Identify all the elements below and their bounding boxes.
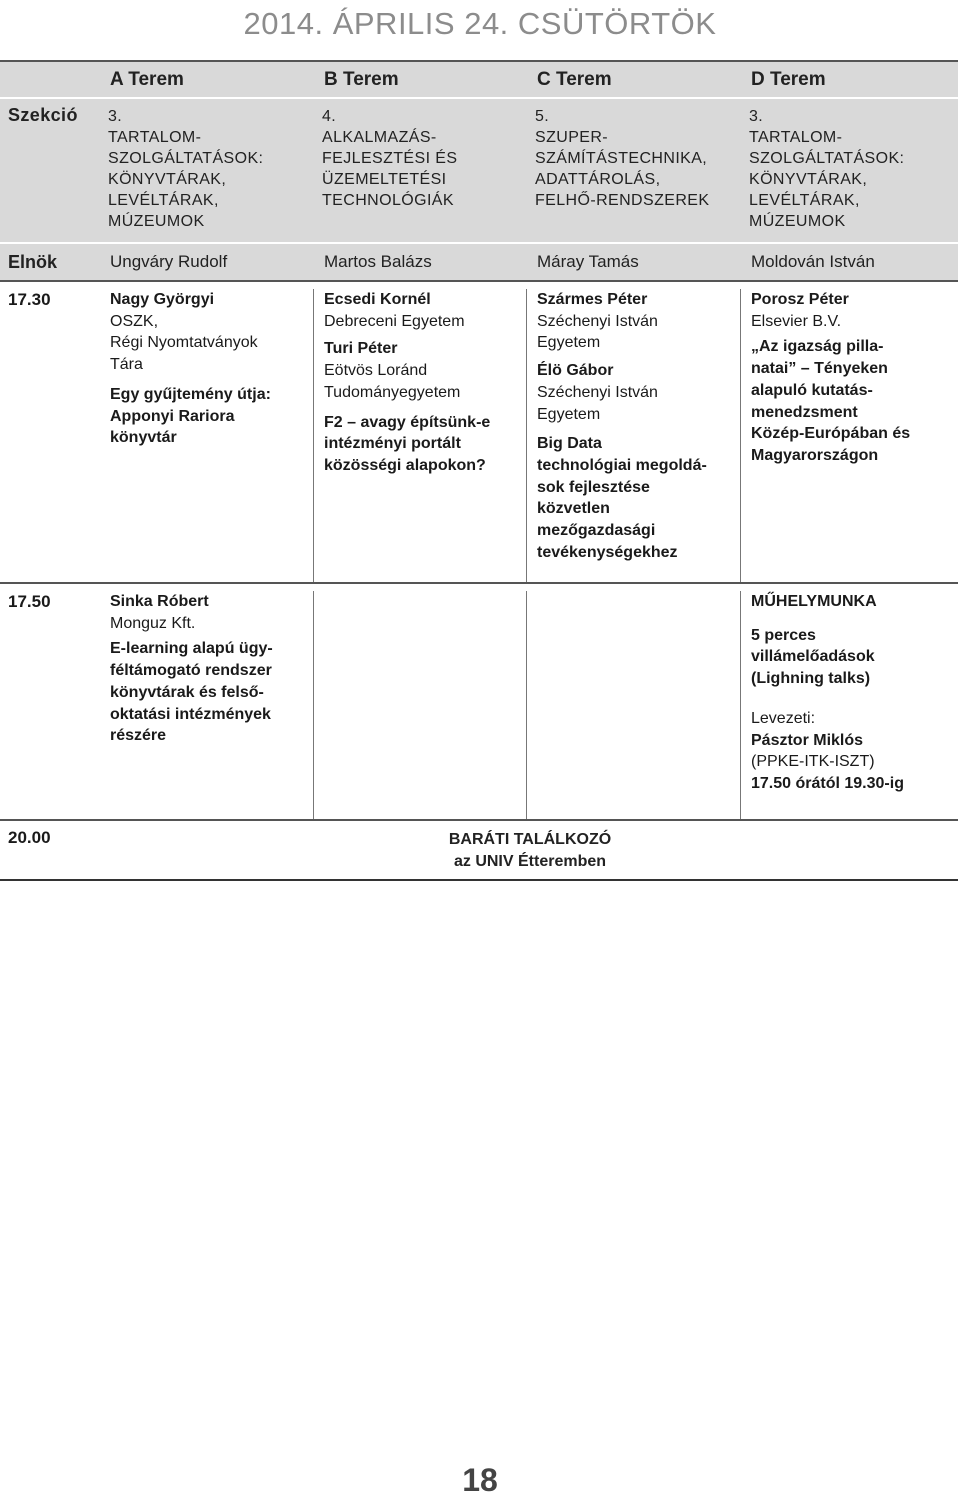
- slot-1750-c-empty: [527, 591, 741, 819]
- slot-1730-a: [100, 289, 314, 582]
- section-a-line: LEVÉLTÁRAK,: [108, 192, 219, 209]
- talk-title-line: féltámogató rendszer: [110, 662, 272, 680]
- talk-title-line: közvetlen: [537, 500, 610, 518]
- talk-title-line: villámelőadások: [751, 648, 875, 666]
- section-c-line: SZUPER-: [535, 129, 609, 146]
- chair-c: Máray Tamás: [537, 252, 639, 271]
- talk-title-line: Közép-Európában és: [751, 425, 911, 443]
- slot-1750-b-empty: [314, 591, 527, 819]
- section-c: [527, 99, 741, 242]
- affiliation-line: Elsevier B.V.: [751, 312, 842, 330]
- section-a-line: 3.: [108, 108, 123, 125]
- affiliation-line: Tára: [110, 356, 143, 374]
- section-d-line: SZOLGÁLTATÁSOK:: [749, 150, 905, 167]
- section-a-line: KÖNYVTÁRAK,: [108, 171, 227, 188]
- slot-1750-row: [0, 584, 958, 821]
- section-d-line: LEVÉLTÁRAK,: [749, 192, 860, 209]
- slot-1730-row: [0, 282, 958, 584]
- talk-title-line: natai” – Tényeken: [751, 360, 888, 378]
- section-b: [314, 99, 527, 242]
- social-event-line: BARÁTI TALÁLKOZÓ: [448, 831, 612, 848]
- chair-a: Ungváry Rudolf: [110, 252, 228, 271]
- section-label: Szekció: [8, 105, 78, 125]
- room-c-header: C Terem: [537, 68, 612, 90]
- speaker-name: Nagy Györgyi: [110, 291, 215, 308]
- schedule-table: [0, 60, 958, 881]
- affiliation-line: Eötvös Loránd: [324, 362, 428, 380]
- talk-title-line: Apponyi Rariora: [110, 407, 235, 425]
- talk-title-line: tevékenységekhez: [537, 543, 678, 561]
- section-c-line: FELHŐ-RENDSZEREK: [535, 192, 710, 209]
- social-event: [400, 829, 660, 873]
- talk-title-line: könyvtár: [110, 429, 177, 447]
- workshop-title: MŰHELYMUNKA: [751, 593, 877, 610]
- slot-time: 17.50: [8, 592, 51, 611]
- speaker-name: Élö Gábor: [537, 362, 614, 380]
- slot-1730-d: [741, 289, 958, 582]
- section-c-line: ADATTÁROLÁS,: [535, 171, 661, 188]
- talk-title-line: 5 perces: [751, 626, 816, 644]
- affiliation-line: Egyetem: [537, 334, 601, 352]
- affiliation-line: Tudományegyetem: [324, 383, 461, 401]
- affiliation-line: Széchenyi István: [537, 383, 658, 401]
- workshop-time-range: 17.50 órától 19.30-ig: [751, 774, 904, 792]
- talk-title-line: közösségi alapokon?: [324, 456, 486, 474]
- section-b-line: ÜZEMELTETÉSI: [322, 171, 447, 188]
- talk-title-line: Magyarországon: [751, 446, 879, 464]
- talk-title-line: könyvtárak és felső-: [110, 683, 264, 701]
- section-d: [741, 99, 958, 242]
- slot-1750-d: [741, 591, 958, 819]
- talk-title-line: F2 – avagy építsünk-e: [324, 413, 491, 431]
- talk-title-line: részére: [110, 727, 167, 745]
- speaker-name: Ecsedi Kornél: [324, 291, 431, 308]
- affiliation-line: OSZK,: [110, 312, 159, 330]
- affiliation-line: Egyetem: [537, 405, 601, 423]
- chair-label: Elnök: [8, 251, 58, 272]
- chair-d: Moldován István: [751, 252, 875, 271]
- affiliation-line: Széchenyi István: [537, 312, 658, 330]
- moderator-affiliation: (PPKE-ITK-ISZT): [751, 753, 875, 771]
- section-b-line: 4.: [322, 108, 337, 125]
- slot-1750-a: [100, 591, 314, 819]
- talk-title-line: oktatási intézmények: [110, 705, 271, 723]
- talk-title-line: Egy gyűjtemény útja:: [110, 385, 271, 403]
- slot-1730-c: [527, 289, 741, 582]
- section-d-line: TARTALOM-: [749, 129, 843, 146]
- speaker-name: Turi Péter: [324, 340, 398, 358]
- section-c-line: SZÁMÍTÁSTECHNIKA,: [535, 150, 708, 167]
- social-event-line: az UNIV Étteremben: [453, 853, 607, 870]
- section-a-line: SZOLGÁLTATÁSOK:: [108, 150, 264, 167]
- section-row: [0, 97, 958, 242]
- page-number: 18: [462, 1462, 498, 1498]
- talk-title-line: E-learning alapú ügy-: [110, 640, 273, 658]
- section-a-line: MÚZEUMOK: [108, 213, 205, 230]
- slot-time: 17.30: [8, 290, 51, 309]
- talk-title-line: mezőgazdasági: [537, 522, 656, 540]
- talk-title-line: sok fejlesztése: [537, 478, 650, 496]
- room-b-header: B Terem: [324, 68, 399, 90]
- talk-title-line: menedzsment: [751, 403, 858, 421]
- moderator-name: Pásztor Miklós: [751, 731, 864, 749]
- section-b-line: TECHNOLÓGIÁK: [322, 192, 454, 209]
- room-header-row: [0, 60, 958, 97]
- page-title: 2014. ÁPRILIS 24. CSÜTÖRTÖK: [243, 6, 717, 41]
- talk-title-line: technológiai megoldá-: [537, 456, 707, 474]
- talk-title-line: alapuló kutatás-: [751, 381, 873, 399]
- moderator-label: Levezeti:: [751, 709, 816, 727]
- section-a-line: TARTALOM-: [108, 129, 202, 146]
- section-d-line: MÚZEUMOK: [749, 213, 846, 230]
- talk-title-line: „Az igazság pilla-: [751, 338, 884, 356]
- affiliation-line: Monguz Kft.: [110, 614, 196, 632]
- speaker-name: Szármes Péter: [537, 291, 648, 308]
- slot-2000-row: [0, 821, 958, 881]
- speaker-name: Sinka Róbert: [110, 593, 209, 610]
- speaker-name: Porosz Péter: [751, 291, 849, 308]
- room-a-header: A Terem: [110, 68, 184, 90]
- room-d-header: D Terem: [751, 68, 826, 90]
- section-b-line: FEJLESZTÉSI ÉS: [322, 150, 458, 167]
- talk-title-line: intézményi portált: [324, 435, 461, 453]
- affiliation-line: Debreceni Egyetem: [324, 312, 465, 330]
- section-a: [100, 99, 314, 242]
- talk-title-line: Big Data: [537, 435, 602, 453]
- chair-row: [0, 242, 958, 282]
- section-c-line: 5.: [535, 108, 550, 125]
- talk-title-line: (Lighning talks): [751, 670, 871, 688]
- section-b-line: ALKALMAZÁS-: [322, 129, 437, 146]
- slot-time: 20.00: [8, 828, 51, 847]
- chair-b: Martos Balázs: [324, 252, 432, 271]
- section-d-line: 3.: [749, 108, 764, 125]
- affiliation-line: Régi Nyomtatványok: [110, 334, 258, 352]
- section-d-line: KÖNYVTÁRAK,: [749, 171, 868, 188]
- slot-1730-b: [314, 289, 527, 582]
